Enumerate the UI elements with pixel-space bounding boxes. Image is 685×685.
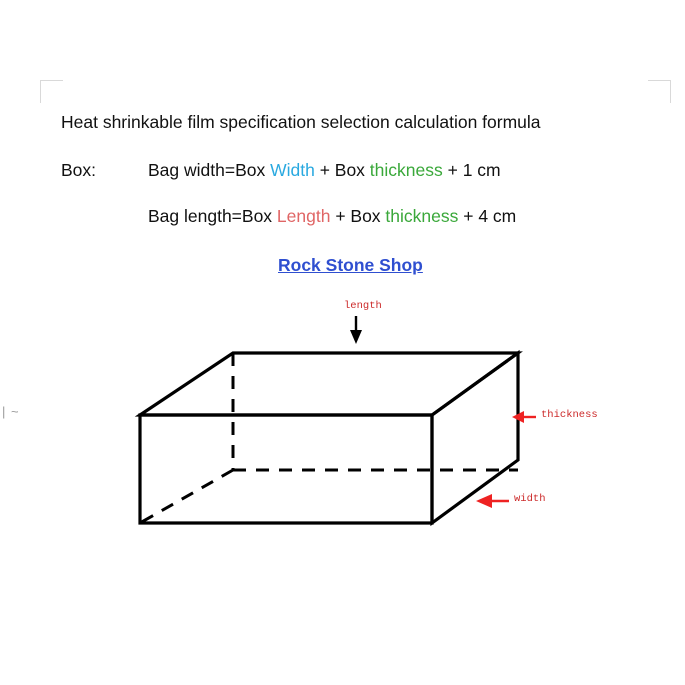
formula-2-suffix: + 4 cm [458,206,517,226]
formula-1-term-thickness: thickness [369,160,443,180]
formula-2-mid: + Box [330,206,386,226]
formula-bag-length [148,206,516,227]
box-top-face [140,353,518,415]
annotation-length-label: length [344,300,382,312]
rock-stone-shop-link[interactable]: Rock Stone Shop [278,255,423,275]
page-corner-mark-top-right [648,80,671,103]
formula-1-suffix: + 1 cm [442,160,501,180]
page-title: Heat shrinkable film specification selection calculation formula [61,112,541,132]
formula-2-term-thickness: thickness [385,206,459,226]
formula-2-prefix: Bag length=Box [148,206,277,226]
formula-2-term-length: Length [276,206,331,226]
formula-1-term-width: Width [270,160,315,180]
formula-1-prefix: Bag width=Box [148,160,271,180]
annotation-width-label: width [514,493,546,505]
box-row-label: Box: [61,160,97,180]
box-hidden-diagonal-edge [140,470,233,523]
formula-bag-width [148,160,501,181]
box-diagram [0,280,685,560]
length-arrow-head [350,330,362,344]
annotation-thickness-label: thickness [541,409,598,421]
side-margin-mark: | ~ [2,404,20,419]
width-arrow-head [476,494,492,508]
formula-1-mid: + Box [314,160,370,180]
page-corner-mark-top-left [40,80,63,103]
box-right-face [432,353,518,523]
